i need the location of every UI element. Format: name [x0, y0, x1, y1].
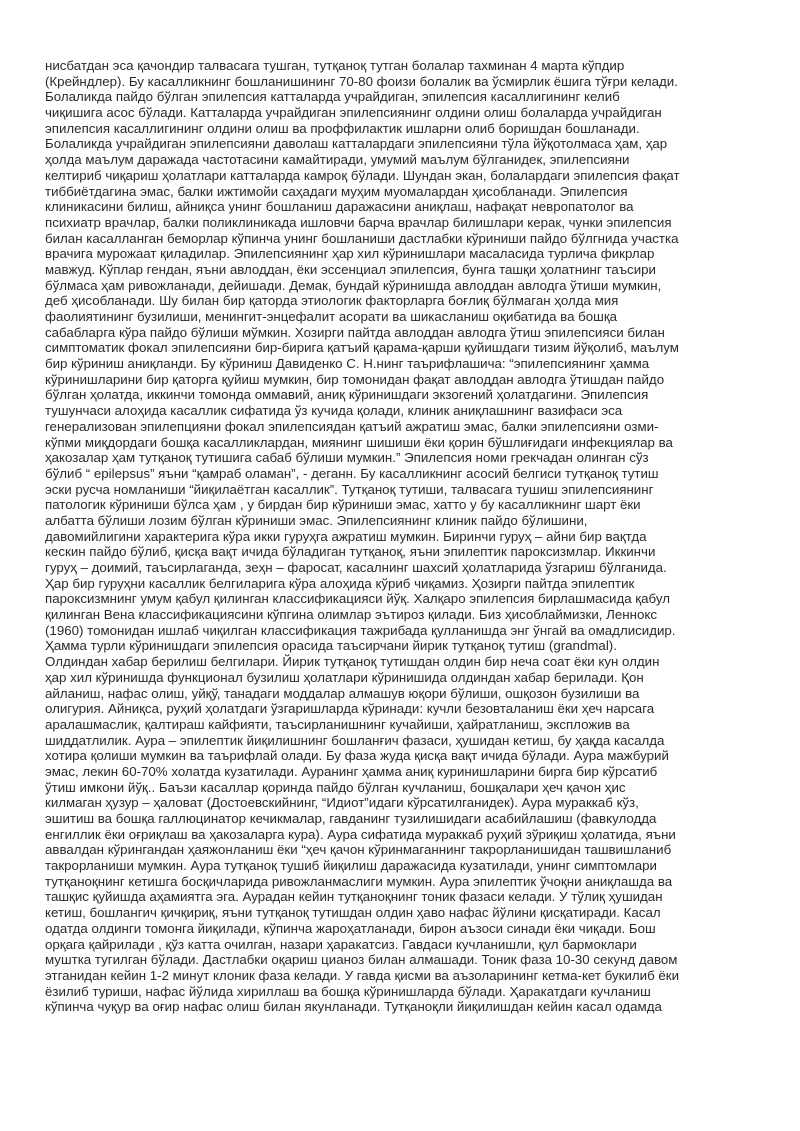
text-line: Ҳар бир гуруҳни касаллик белгиларига кўра алоҳида кўриб чиқамиз. Ҳозирги пайтда эпилептик: [45, 575, 635, 591]
text-line: фаолиятининг бузилиши, менингит-энцефалит асорати ва шикасланиш оқибатида ва бошқа: [45, 309, 618, 324]
text-line: мавжуд. Кўплар гендан, яъни авлоддан, ёки эссенциал эпилепсия, бунга ташқи ҳолатнинг таъсири: [45, 261, 656, 277]
text-line: олигурия. Айниқса, руҳий ҳолатдаги ўзгаришларда кўринади: кучли безовталаниш ёки ҳеч нарсага: [45, 701, 655, 717]
text-line: енгиллик ёки оғриқлаш ва ҳакозаларга кура). Аура сифатида мураккаб руҳий зўриқиш ҳолатида, яъни: [45, 826, 676, 842]
text-line: шиддатлилик. Аура – эпилептик йиқилишнинг бошланғич фазаси, ҳушидан кетиш, бу ҳақда касалда: [45, 732, 665, 748]
text-line: эпилепсия касаллигининг олдини олиш ва проффилактик ишларни олиб боришдан бошланади.: [45, 120, 640, 136]
text-line: албатта бўлиши лозим бўлган кўриниши эмас. Эпилепсиянинг клиник пайдо бўлишини,: [45, 512, 588, 528]
text-line: қилинган Вена классификациясини кўпгина олимлар эътироз қилади. Биз ҳисоблаймизки, Леннокс: [45, 607, 657, 623]
text-line: чиқишига асос бўлади. Катталарда учрайдиган эпилепсиянинг олдини олиш болаларда учрайдиган: [45, 105, 662, 121]
text-line: бўлган ҳолатда, иккинчи томонда оммавий, аниқ кўринишдаги экзогений ҳолатдагини. Эпилепсия: [45, 387, 649, 403]
text-line: патологик кўриниши бўлса ҳам , у бирдан бир кўриниши эмас, хатто у бу касалликнинг шарт ёки: [45, 497, 641, 513]
text-line: билан касалланган беморлар кўпинча унинг бошланиши дастлабки кўриниши пайдо бўлгнида участка: [45, 230, 679, 246]
text-line: этганидан кейин 1-2 минут клоник фаза келади. У гавда қисми ва аъзоларининг кетма-кет букилиб ёки: [45, 967, 680, 983]
text-line: такрорланиши мумкин. Аура тутқаноқ тушиб йиқилиш даражасида кузатилади, унинг симптомлари: [45, 858, 657, 874]
text-line: ўтиш имкони йўқ.. Баъзи касаллар қоринда пайдо бўлган кучланиш, бошқалари ҳеч қачон ҳис: [45, 779, 626, 795]
text-line: келтириб чиқариш ҳолатлари катталарда камроқ бўлади. Шундан экан, болалардаги эпилепсия фақат: [45, 167, 680, 183]
text-line: Болаликда учрайдиган эпилепсияни даволаш катталардаги эпилепсияни тўла йўқотолмаса ҳам, ҳар: [45, 136, 668, 152]
text-line: пароксизмнинг умум қабул қилинган классификацияси йўқ. Халқаро эпилепсия бирлашмасида қабул: [45, 591, 670, 607]
text-line: ёзилиб туриши, нафас йўлида хириллаш ва бошқа кўринишларда бўлади. Ҳаракатдаги кучланиш: [45, 983, 651, 999]
text-line: бўлмаса ҳам ривожланади, дейишади. Демак, бундай кўринишда авлоддан авлодга ўтиши мумкин,: [45, 277, 662, 293]
text-line: ташқис қуйишда аҳамиятга эга. Аурадан кейин тутқаноқнинг тоник фазаси келади. У тўлиқ ҳушидан: [45, 889, 663, 905]
text-line: Олдиндан хабар берилиш белгилари. Йирик тутқаноқ тутишдан олдин бир неча соат ёки кун олдин: [45, 654, 660, 670]
text-line: сабабларга кўра пайдо бўлиши мўмкин. Хозирги пайтда авлоддан авлодга ўтиш эпилепсияси билан: [45, 324, 665, 340]
text-line: гуруҳ – доимий, таъсирлаганда, зеҳн – фаросат, касалнинг шахсий ҳолатларида ўзгариш бўлганида.: [45, 560, 667, 575]
text-line: кетиш, бошлангич қичқириқ, яъни тутқаноқ тутишдан олдин ҳаво нафас йўлини қисқатиради. Касал: [45, 905, 661, 921]
text-line: эшитиш ва бошқа галлюцинатор кечикмалар, гавданинг тузилишидаги асабийлашиш (фавкулодда: [45, 811, 657, 826]
text-line: айланиш, нафас олиш, уйқў, танадаги моддалар алмашув юқори бўлиши, ошқозон бузилиши ва: [45, 685, 640, 701]
text-line: эски русча номланиши “йиқилаётган касаллик”. Тутқаноқ тутиши, талвасага тушиш эпилепсиянинг: [45, 481, 654, 497]
text-line: одатда олдинги томонга йиқилади, кўпинча жароҳатланади, бирон аъзоси синади ёки чиқади. Бош: [45, 920, 656, 936]
text-line: кўпинча чуқур ва оғир нафас олиш билан якунланади. Тутқаноқли йиқилишдан кейин касал одамда: [45, 999, 662, 1015]
text-line: генерализован эпилепцияни фокал эпилепсиядан қатъий ажратиш эмас, балки эпилепсияни озми-: [45, 418, 659, 434]
text-line: бир кўриниш аниқланди. Бу кўриниш Давиденко С. Н.нинг таърифлашича: “эпилепсиянинг ҳамма: [45, 356, 650, 372]
body-text: [45, 58, 761, 1015]
text-line: килмаган ҳузур – ҳаловат (Достоевскийнинг, “Идиот”идаги кўрсатилганидек). Аура мураккаб кўз,: [45, 795, 639, 811]
text-line: тушунчаси алоҳида касаллик сифатида ўз кучида қолади, клиник аниқлашнинг вазифаси эса: [45, 403, 623, 419]
text-line: тутқаноқнинг кетишга босқичларида ривожланмаслиги мумкин. Аура эпилептик ўчоқни аниқлашда ва: [45, 873, 673, 889]
text-line: бўлиб “ epilepsus” яъни “қамраб оламан”, - деганн. Бу касалликнинг асосий белгиси тутқаноқ тутиш: [45, 465, 659, 481]
text-line: симптоматик фокал эпилепсияни бир-бирига қатъий қарама-қарши қуйишдаги тизим йўқолиб, маълум: [45, 340, 679, 356]
text-line: врачига мурожаат қиладилар. Эпилепсиянинг ҳар хил кўринишлари масаласида турлича фикрлар: [45, 246, 655, 262]
text-line: кескин пайдо бўлиб, қисқа вақт ичида бўладиган тутқаноқ, яъни эпилептик пароксизмлар. Иккинчи: [45, 544, 656, 560]
text-line: (1960) томонидан ишлаб чиқилган классификация тажрибада қулланишда энг ўнгай ва омадлисидир.: [45, 622, 676, 638]
text-line: аввалдан кўрингандан ҳаяжонланиш ёки “ҳеч қачон кўринмаганнинг такрорланишидан ташвишланиб: [45, 842, 672, 858]
text-line: Болаликда пайдо бўлган эпилепсия катталарда учрайдиган, эпилепсия касаллигининг келиб: [45, 89, 620, 105]
text-line: эмас, лекин 60-70% холатда кузатилади. Ауранинг ҳамма аниқ куринишларини бирга бир кўрсатиб: [45, 763, 658, 779]
text-line: ҳолда маълум даражада частотасини камайтиради, умумий маълум бўлганидек, эпилепсияни: [45, 152, 630, 168]
text-line: тиббиётдагина эмас, балки ижтимойи саҳадаги муҳим муомалардан ҳисобланади. Эпилепсия: [45, 183, 628, 199]
text-line: ҳар хил кўринишда функционал бузилиш ҳолатлари кўринишида олдиндан хабар берилади. Қон: [45, 669, 644, 685]
text-line: хотира қолиши мумкин ва таърифлай олади. Бу фаза жуда қисқа вақт ичида бўлади. Аура мажбурий: [45, 748, 669, 764]
text-line: психиатр врачлар, балки поликлиникада ишловчи барча врачлар билишлари керак, чунки эпилепсия: [45, 214, 672, 230]
text-line: ҳакозалар ҳам тутқаноқ тутишига сабаб бўлиши мумкин.” Эпилепсия номи грекчадан олинган сўз: [45, 450, 649, 466]
text-line: орқага қайрилади , қўз катта очилган, назари ҳаракатсиз. Гавдаси кучланишли, қул бармоклари: [45, 936, 637, 952]
text-line: кўринишларини бир қаторга қуйиш мумкин, бир томонидан фақат авлоддан авлодга ўтишдан пайдо: [45, 371, 665, 387]
text-line: нисбатдан эса қачондир талвасага тушган, тутқаноқ тутган болалар тахминан 4 марта кўпдир: [45, 58, 625, 73]
text-line: муштка тугилган бўлади. Дастлабки оқариш цианоз билан алмашади. Тоник фаза 10-30 секунд давом: [45, 952, 678, 968]
text-line: деб ҳисобланади. Шу билан бир қаторда этиологик факторларга боғлиқ бўлмаган ҳолда мия: [45, 293, 619, 309]
text-line: (Крейндлер). Бу касалликнинг бошланишининг 70-80 фоизи болалик ва ўсмирлик ёшига тўғри келади.: [45, 73, 678, 89]
text-line: аралашмаслик, қалтираш кайфияти, таъсирланишнинг кучайиши, ҳайратланиш, экспложив ва: [45, 716, 630, 732]
text-line: Ҳамма турли кўринишдаги эпилепсия орасида таъсирчани йирик тутқаноқ тутиш (grandmal).: [45, 638, 617, 654]
text-line: кўпми миқдордаги бошқа касалликлардан, миянинг шишиши ёки қорин бўшлиғидаги инфекциялар ва: [45, 434, 673, 450]
text-line: давомийлигини характерига кўра икки гуруҳга ажратиш мумкин. Биринчи гуруҳ – айни бир вақтда: [45, 528, 647, 544]
text-line: клиникасини билиш, айниқса унинг бошланиш даражасини аниқлаш, нафақат невропатолог ва: [45, 199, 634, 215]
